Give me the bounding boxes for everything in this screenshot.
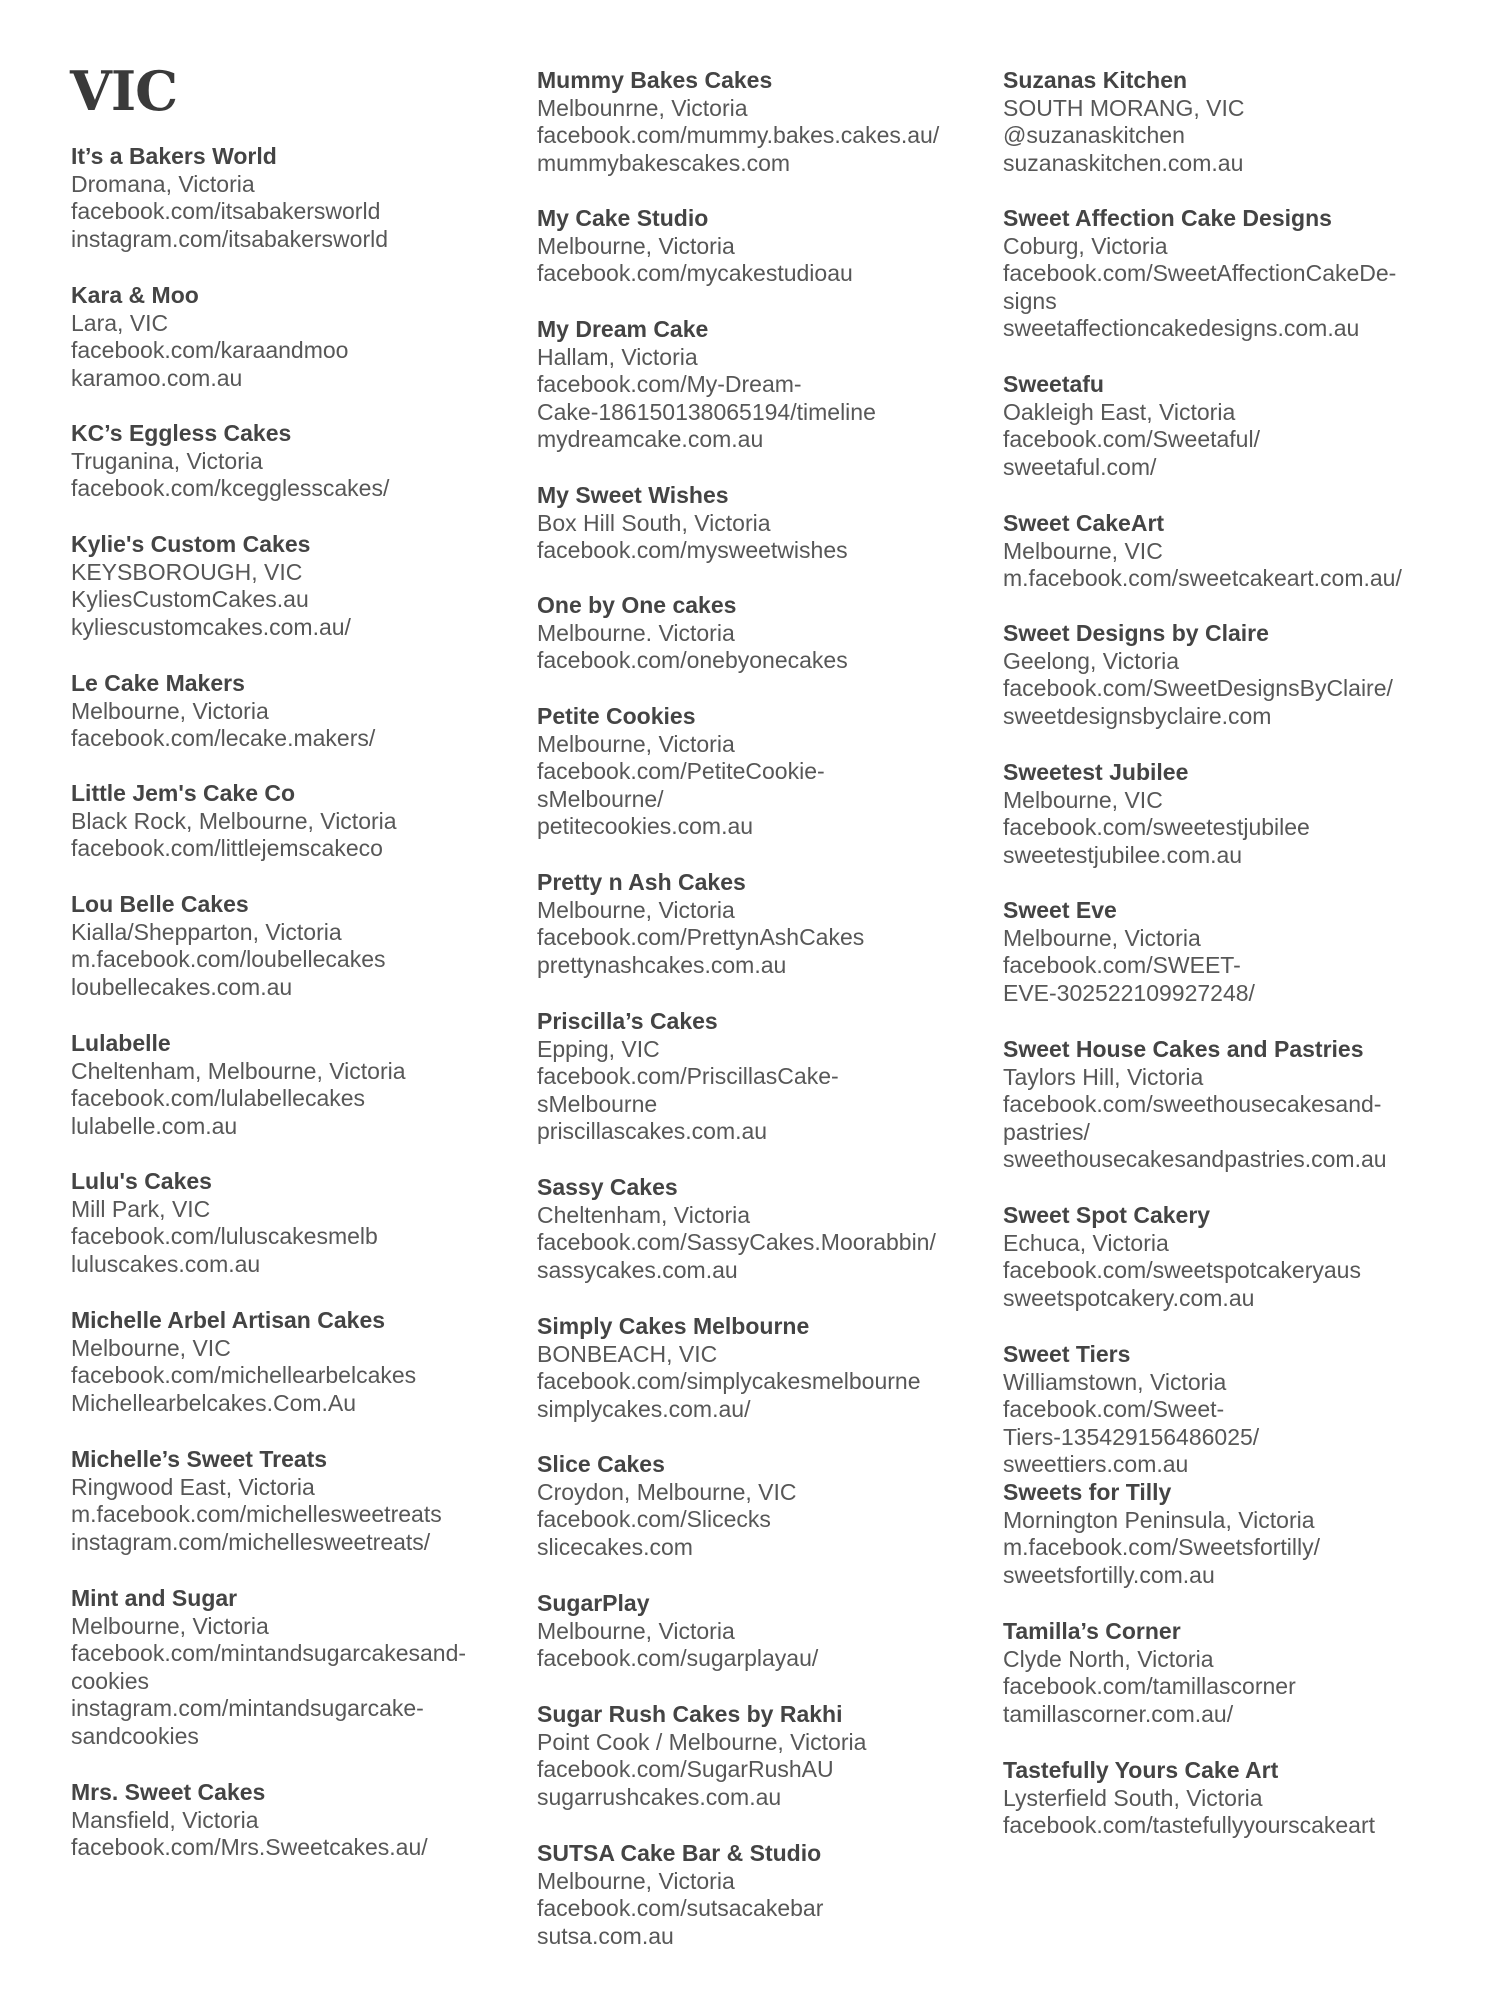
business-link: sassycakes.com.au	[537, 1256, 738, 1283]
business-link: facebook.com/simplycakesmelbourne	[537, 1368, 921, 1395]
business-link: sweethousecakesandpastries.com.au	[1003, 1146, 1387, 1173]
business-location: KEYSBOROUGH, VIC	[71, 558, 303, 585]
directory-entry	[71, 1168, 511, 1278]
business-name: Sweet CakeArt	[1003, 510, 1165, 536]
business-link: facebook.com/michellearbelcakes	[71, 1362, 417, 1389]
business-link: cookies	[71, 1667, 149, 1694]
business-link: lulabelle.com.au	[71, 1112, 238, 1139]
business-location: Cheltenham, Victoria	[537, 1201, 751, 1228]
business-location: Melbourne. Victoria	[537, 619, 735, 646]
business-location: Kialla/Shepparton, Victoria	[71, 918, 342, 945]
business-location: Coburg, Victoria	[1003, 232, 1168, 259]
business-link: sMelbourne/	[537, 785, 664, 812]
business-link: EVE-302522109927248/	[1003, 979, 1255, 1006]
business-name: Mrs. Sweet Cakes	[71, 1779, 266, 1805]
directory-entry	[71, 670, 511, 753]
business-location: Echuca, Victoria	[1003, 1229, 1169, 1256]
business-name: Sassy Cakes	[537, 1174, 678, 1200]
business-link: facebook.com/SweetDesignsByClaire/	[1003, 675, 1393, 702]
business-location: Box Hill South, Victoria	[537, 509, 771, 536]
business-link: tamillascorner.com.au/	[1003, 1700, 1234, 1727]
business-name: Mummy Bakes Cakes	[537, 67, 773, 93]
business-link: facebook.com/sweetestjubilee	[1003, 814, 1310, 841]
directory-entry	[71, 420, 511, 503]
directory-entry	[1003, 1036, 1473, 1174]
business-link: facebook.com/Slicecks	[537, 1506, 771, 1533]
business-name: It’s a Bakers World	[71, 143, 277, 169]
business-name: My Dream Cake	[537, 316, 709, 342]
business-name: One by One cakes	[537, 592, 737, 618]
business-location: Truganina, Victoria	[71, 447, 263, 474]
business-location: SOUTH MORANG, VIC	[1003, 94, 1245, 121]
business-name: Kara & Moo	[71, 282, 199, 308]
business-link: sandcookies	[71, 1722, 199, 1749]
business-link: sutsa.com.au	[537, 1922, 674, 1949]
directory-entry	[537, 482, 977, 565]
business-location: BONBEACH, VIC	[537, 1340, 718, 1367]
business-location: Williamstown, Victoria	[1003, 1368, 1227, 1395]
business-name: KC’s Eggless Cakes	[71, 420, 292, 446]
business-link: m.facebook.com/sweetcakeart.com.au/	[1003, 565, 1402, 592]
business-link: slicecakes.com	[537, 1533, 693, 1560]
directory-entry	[71, 282, 511, 392]
directory-entry	[537, 592, 977, 675]
business-link: facebook.com/mysweetwishes	[537, 537, 848, 564]
business-location: Melbourne, Victoria	[1003, 924, 1201, 951]
directory-entry	[537, 1840, 977, 1950]
directory-entry	[537, 1451, 977, 1561]
business-name: Sweet Affection Cake Designs	[1003, 205, 1332, 231]
business-link: sweetaffectioncakedesigns.com.au	[1003, 315, 1360, 342]
directory-entry	[71, 1307, 511, 1417]
business-link: instagram.com/itsabakersworld	[71, 225, 389, 252]
business-location: Dromana, Victoria	[71, 170, 255, 197]
business-name: Sweet Tiers	[1003, 1341, 1131, 1367]
business-location: Mill Park, VIC	[71, 1195, 211, 1222]
directory-entry	[537, 67, 977, 177]
directory-entry	[1003, 205, 1473, 343]
directory-entry	[1003, 1341, 1473, 1479]
business-location: Hallam, Victoria	[537, 343, 698, 370]
business-link: facebook.com/sweetspotcakeryaus	[1003, 1257, 1361, 1284]
directory-entry	[71, 891, 511, 1001]
business-link: facebook.com/tamillascorner	[1003, 1673, 1296, 1700]
business-name: Sweetafu	[1003, 371, 1104, 397]
business-location: Point Cook / Melbourne, Victoria	[537, 1728, 867, 1755]
directory-entry	[1003, 371, 1473, 481]
business-link: facebook.com/My-Dream-	[537, 371, 802, 398]
business-name: Lou Belle Cakes	[71, 891, 249, 917]
directory-entry	[537, 1590, 977, 1673]
business-location: Clyde North, Victoria	[1003, 1645, 1214, 1672]
business-link: loubellecakes.com.au	[71, 973, 293, 1000]
directory-entry	[537, 1174, 977, 1284]
business-name: Lulu's Cakes	[71, 1168, 212, 1194]
business-link: karamoo.com.au	[71, 364, 243, 391]
business-link: facebook.com/itsabakersworld	[71, 198, 381, 225]
business-link: @suzanaskitchen	[1003, 122, 1185, 149]
business-link: signs	[1003, 287, 1057, 314]
business-location: Melbourne, Victoria	[537, 1617, 735, 1644]
directory-entry	[71, 1585, 511, 1751]
page-title: VIC	[70, 59, 178, 123]
business-location: Cheltenham, Melbourne, Victoria	[71, 1057, 406, 1084]
business-location: Mornington Peninsula, Victoria	[1003, 1506, 1315, 1533]
business-link: instagram.com/mintandsugarcake-	[71, 1695, 424, 1722]
business-name: Suzanas Kitchen	[1003, 67, 1188, 93]
business-name: Michelle’s Sweet Treats	[71, 1446, 328, 1472]
business-name: My Cake Studio	[537, 205, 709, 231]
business-name: Le Cake Makers	[71, 670, 245, 696]
business-link: facebook.com/PetiteCookie-	[537, 758, 825, 785]
directory-entry	[71, 1446, 511, 1556]
business-location: Melbourne, Victoria	[71, 697, 269, 724]
business-name: Sweets for Tilly	[1003, 1479, 1172, 1505]
business-link: petitecookies.com.au	[537, 813, 754, 840]
business-link: simplycakes.com.au/	[537, 1395, 751, 1422]
business-link: facebook.com/lecake.makers/	[71, 725, 376, 752]
business-link: sugarrushcakes.com.au	[537, 1783, 782, 1810]
directory-entry	[1003, 1202, 1473, 1312]
business-name: SUTSA Cake Bar & Studio	[537, 1840, 822, 1866]
business-link: facebook.com/onebyonecakes	[537, 647, 848, 674]
business-link: mummybakescakes.com	[537, 149, 791, 176]
business-name: SugarPlay	[537, 1590, 650, 1616]
business-link: facebook.com/SWEET-	[1003, 952, 1241, 979]
business-location: Black Rock, Melbourne, Victoria	[71, 807, 397, 834]
business-name: Sweetest Jubilee	[1003, 759, 1189, 785]
directory-entry	[71, 143, 511, 253]
business-link: m.facebook.com/michellesweetreats	[71, 1501, 442, 1528]
business-location: Melbourne, Victoria	[537, 232, 735, 259]
business-name: My Sweet Wishes	[537, 482, 729, 508]
business-name: Lulabelle	[71, 1030, 171, 1056]
directory-entry	[537, 1008, 977, 1146]
business-name: Sugar Rush Cakes by Rakhi	[537, 1701, 843, 1727]
business-location: Melbourne, VIC	[71, 1334, 231, 1361]
business-link: facebook.com/karaandmoo	[71, 337, 349, 364]
business-location: Melbourne, Victoria	[71, 1612, 269, 1639]
business-name: Tastefully Yours Cake Art	[1003, 1757, 1279, 1783]
business-name: Michelle Arbel Artisan Cakes	[71, 1307, 386, 1333]
business-name: Slice Cakes	[537, 1451, 665, 1477]
business-link: facebook.com/luluscakesmelb	[71, 1223, 378, 1250]
business-link: pastries/	[1003, 1118, 1090, 1145]
business-link: facebook.com/SweetAffectionCakeDe-	[1003, 260, 1397, 287]
business-name: Sweet House Cakes and Pastries	[1003, 1036, 1364, 1062]
business-link: facebook.com/littlejemscakeco	[71, 835, 383, 862]
business-link: sweetdesignsbyclaire.com	[1003, 702, 1272, 729]
business-location: Melbourne, Victoria	[537, 1867, 735, 1894]
business-link: luluscakes.com.au	[71, 1250, 261, 1277]
directory-entry	[1003, 1479, 1473, 1589]
business-link: facebook.com/sweethousecakesand-	[1003, 1091, 1382, 1118]
business-link: sweetspotcakery.com.au	[1003, 1284, 1255, 1311]
business-link: sMelbourne	[537, 1090, 658, 1117]
business-location: Epping, VIC	[537, 1035, 660, 1062]
business-link: facebook.com/SugarRushAU	[537, 1756, 834, 1783]
business-location: Mansfield, Victoria	[71, 1806, 259, 1833]
business-link: facebook.com/lulabellecakes	[71, 1085, 366, 1112]
business-name: Kylie's Custom Cakes	[71, 531, 311, 557]
business-link: facebook.com/Mrs.Sweetcakes.au/	[71, 1834, 428, 1861]
business-name: Simply Cakes Melbourne	[537, 1313, 810, 1339]
business-link: kyliescustomcakes.com.au/	[71, 613, 351, 640]
business-link: Tiers-135429156486025/	[1003, 1423, 1260, 1450]
business-location: Melbounrne, Victoria	[537, 94, 748, 121]
business-link: facebook.com/mintandsugarcakesand-	[71, 1640, 467, 1667]
directory-entry	[1003, 1618, 1473, 1728]
directory-entry	[1003, 67, 1473, 177]
directory-entry	[1003, 897, 1473, 1007]
business-name: Priscilla’s Cakes	[537, 1008, 718, 1034]
business-link: facebook.com/PriscillasCake-	[537, 1063, 839, 1090]
directory-entry	[1003, 620, 1473, 730]
business-link: KyliesCustomCakes.au	[71, 586, 309, 613]
business-link: sweetsfortilly.com.au	[1003, 1561, 1215, 1588]
business-name: Pretty n Ash Cakes	[537, 869, 746, 895]
business-location: Croydon, Melbourne, VIC	[537, 1478, 797, 1505]
business-link: m.facebook.com/Sweetsfortilly/	[1003, 1534, 1321, 1561]
business-link: m.facebook.com/loubellecakes	[71, 946, 386, 973]
business-name: Tamilla’s Corner	[1003, 1618, 1181, 1644]
business-link: Cake-186150138065194/timeline	[537, 398, 876, 425]
directory-entry	[1003, 759, 1473, 869]
business-link: facebook.com/kcegglesscakes/	[71, 475, 390, 502]
business-name: Sweet Designs by Claire	[1003, 620, 1269, 646]
business-location: Melbourne, VIC	[1003, 786, 1163, 813]
business-location: Taylors Hill, Victoria	[1003, 1063, 1204, 1090]
directory-entry	[537, 205, 977, 288]
business-name: Mint and Sugar	[71, 1585, 238, 1611]
business-link: facebook.com/tastefullyyourscakeart	[1003, 1812, 1376, 1839]
business-location: Melbourne, VIC	[1003, 537, 1163, 564]
directory-entry	[537, 1701, 977, 1811]
directory-entry	[71, 1030, 511, 1140]
business-location: Lysterfield South, Victoria	[1003, 1784, 1263, 1811]
directory-entry	[537, 703, 977, 841]
directory-entry	[537, 869, 977, 979]
directory-entry	[1003, 1757, 1473, 1840]
business-location: Melbourne, Victoria	[537, 730, 735, 757]
directory-entry	[537, 316, 977, 454]
business-link: facebook.com/PrettynAshCakes	[537, 924, 865, 951]
business-location: Ringwood East, Victoria	[71, 1473, 315, 1500]
business-link: instagram.com/michellesweetreats/	[71, 1528, 431, 1555]
business-link: sweetestjubilee.com.au	[1003, 841, 1243, 868]
business-link: Michellearbelcakes.Com.Au	[71, 1389, 357, 1416]
business-location: Melbourne, Victoria	[537, 896, 735, 923]
directory-entry	[1003, 510, 1473, 593]
business-link: sweetaful.com/	[1003, 453, 1157, 480]
business-link: facebook.com/Sweet-	[1003, 1396, 1225, 1423]
business-link: facebook.com/SassyCakes.Moorabbin/	[537, 1229, 936, 1256]
business-link: facebook.com/mummy.bakes.cakes.au/	[537, 122, 940, 149]
business-link: priscillascakes.com.au	[537, 1118, 768, 1145]
business-link: facebook.com/Sweetaful/	[1003, 426, 1260, 453]
directory-entry	[537, 1313, 977, 1423]
business-name: Petite Cookies	[537, 703, 696, 729]
business-name: Sweet Eve	[1003, 897, 1117, 923]
business-link: facebook.com/sugarplayau/	[537, 1645, 819, 1672]
directory-entry	[71, 780, 511, 863]
business-link: sweettiers.com.au	[1003, 1451, 1189, 1478]
business-location: Lara, VIC	[71, 309, 169, 336]
business-name: Sweet Spot Cakery	[1003, 1202, 1211, 1228]
business-link: facebook.com/mycakestudioau	[537, 260, 853, 287]
directory-entry	[71, 531, 511, 641]
business-location: Oakleigh East, Victoria	[1003, 398, 1236, 425]
directory-entry	[71, 1779, 511, 1862]
business-name: Little Jem's Cake Co	[71, 780, 296, 806]
business-link: mydreamcake.com.au	[537, 426, 764, 453]
business-link: facebook.com/sutsacakebar	[537, 1895, 824, 1922]
business-link: prettynashcakes.com.au	[537, 951, 787, 978]
business-location: Geelong, Victoria	[1003, 647, 1180, 674]
business-link: suzanaskitchen.com.au	[1003, 149, 1244, 176]
